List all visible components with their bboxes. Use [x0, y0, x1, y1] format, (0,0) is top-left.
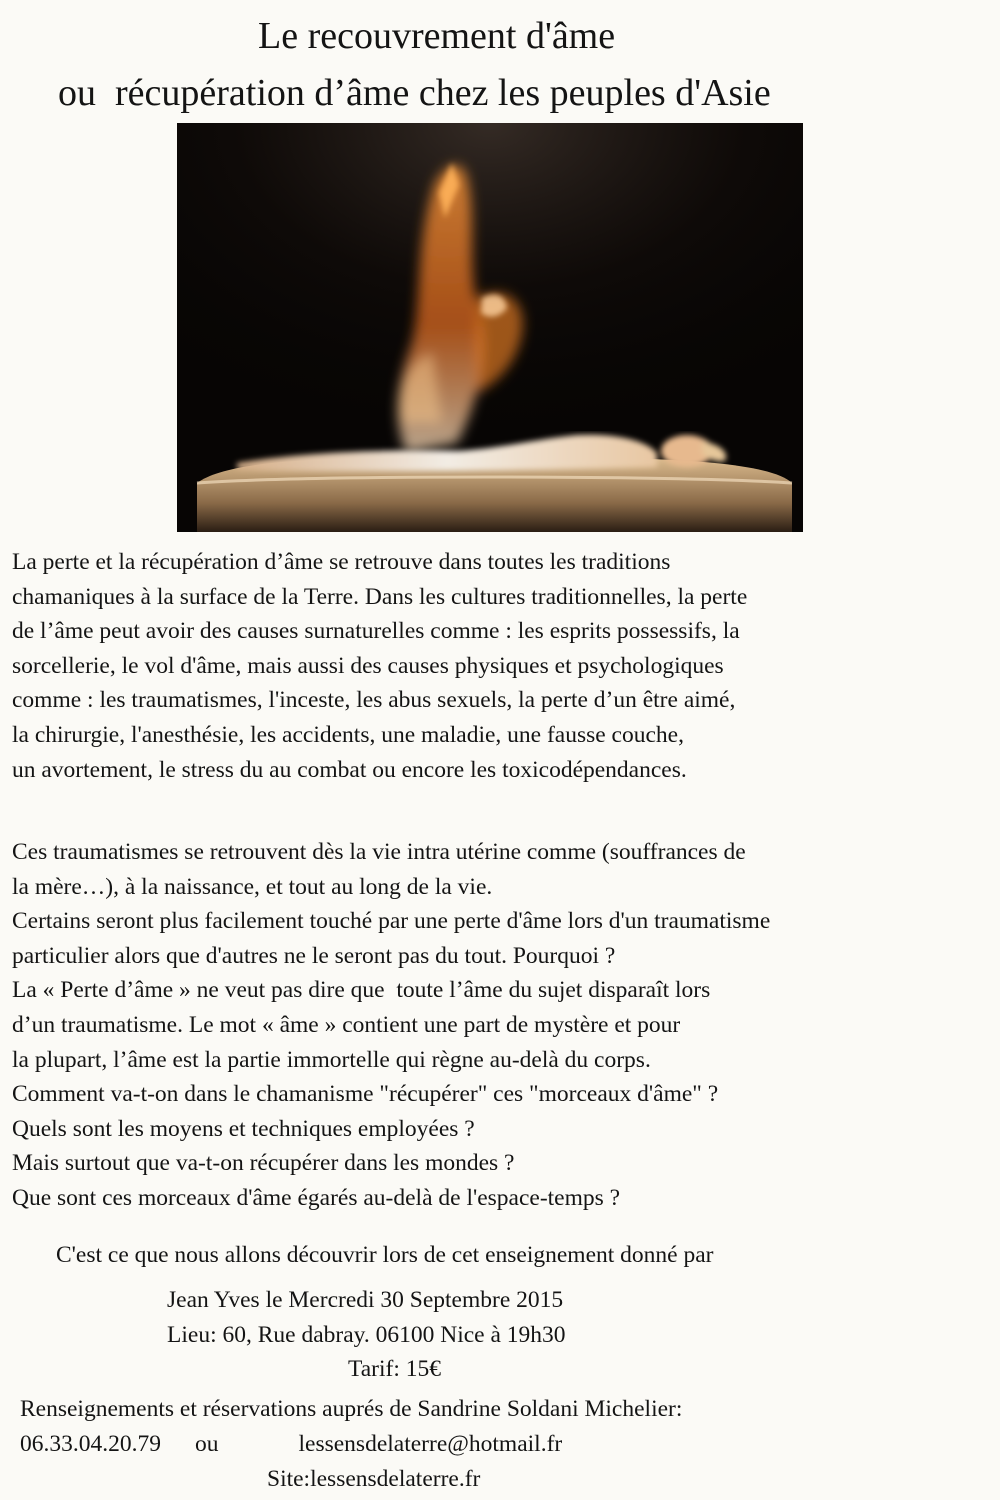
- text-line: comme : les traumatismes, l'inceste, les abus sexuels, la perte d’un être aimé,: [12, 687, 736, 714]
- contact-heading: Renseignements et réservations auprés de Sandrine Soldani Michelier:: [20, 1396, 683, 1422]
- text-line: Certains seront plus facilement touché par une perte d'âme lors d'un traumatisme: [12, 908, 771, 935]
- event-intro: C'est ce que nous allons découvrir lors de cet enseignement donné par: [56, 1242, 714, 1268]
- text-line: sorcellerie, le vol d'âme, mais aussi des causes physiques et psychologiques: [12, 652, 724, 679]
- text-line: Mais surtout que va-t-on récupérer dans les mondes ?: [12, 1150, 515, 1177]
- text-line: La « Perte d’âme » ne veut pas dire que toute l’âme du sujet disparaît lors: [12, 977, 711, 1004]
- event-speaker-date: Jean Yves le Mercredi 30 Septembre 2015: [167, 1287, 564, 1313]
- text-line: chamaniques à la surface de la Terre. Dans les cultures traditionnelles, la perte: [12, 583, 748, 610]
- paragraph-soul-loss-causes: [12, 545, 992, 787]
- text-line: la mère…), à la naissance, et tout au long de la vie.: [12, 873, 493, 900]
- title-line-2: ou récupération d’âme chez les peuples d'Asie: [58, 72, 771, 114]
- text-line: Que sont ces morceaux d'âme égarés au-delà de l'espace-temps ?: [12, 1184, 621, 1211]
- text-line: d’un traumatisme. Le mot « âme » contient une part de mystère et pour: [12, 1011, 681, 1038]
- text-line: la chirurgie, l'anesthésie, les accidents, une maladie, une fausse couche,: [12, 721, 684, 748]
- text-line: la plupart, l’âme est la partie immortelle qui règne au-delà du corps.: [12, 1046, 651, 1073]
- contact-phone[interactable]: 06.33.04.20.79: [20, 1431, 161, 1457]
- event-price: Tarif: 15€: [348, 1356, 441, 1382]
- text-line: Quels sont les moyens et techniques employées ?: [12, 1115, 475, 1142]
- event-venue: Lieu: 60, Rue dabray. 06100 Nice à 19h30: [167, 1322, 566, 1348]
- text-line: de l’âme peut avoir des causes surnaturelles comme : les esprits possessifs, la: [12, 618, 740, 645]
- contact-line: [20, 1428, 562, 1461]
- contact-separator: ou: [195, 1431, 219, 1457]
- text-line: Comment va-t-on dans le chamanisme "récupérer" ces "morceaux d'âme" ?: [12, 1081, 719, 1108]
- title-line-1: Le recouvrement d'âme: [258, 15, 616, 57]
- text-line: La perte et la récupération d’âme se retrouve dans toutes les traditions: [12, 549, 671, 575]
- paragraph-traumas-questions: [12, 835, 992, 1216]
- contact-site[interactable]: Site:lessensdelaterre.fr: [267, 1466, 481, 1492]
- text-line: particulier alors que d'autres ne le seront pas du tout. Pourquoi ?: [12, 942, 616, 969]
- contact-email[interactable]: lessensdelaterre@hotmail.fr: [298, 1431, 563, 1457]
- text-line: Ces traumatismes se retrouvent dès la vie intra utérine comme (souffrances de: [12, 839, 746, 865]
- soul-retrieval-photo: [177, 123, 803, 532]
- text-line: un avortement, le stress du au combat ou encore les toxicodépendances.: [12, 756, 687, 783]
